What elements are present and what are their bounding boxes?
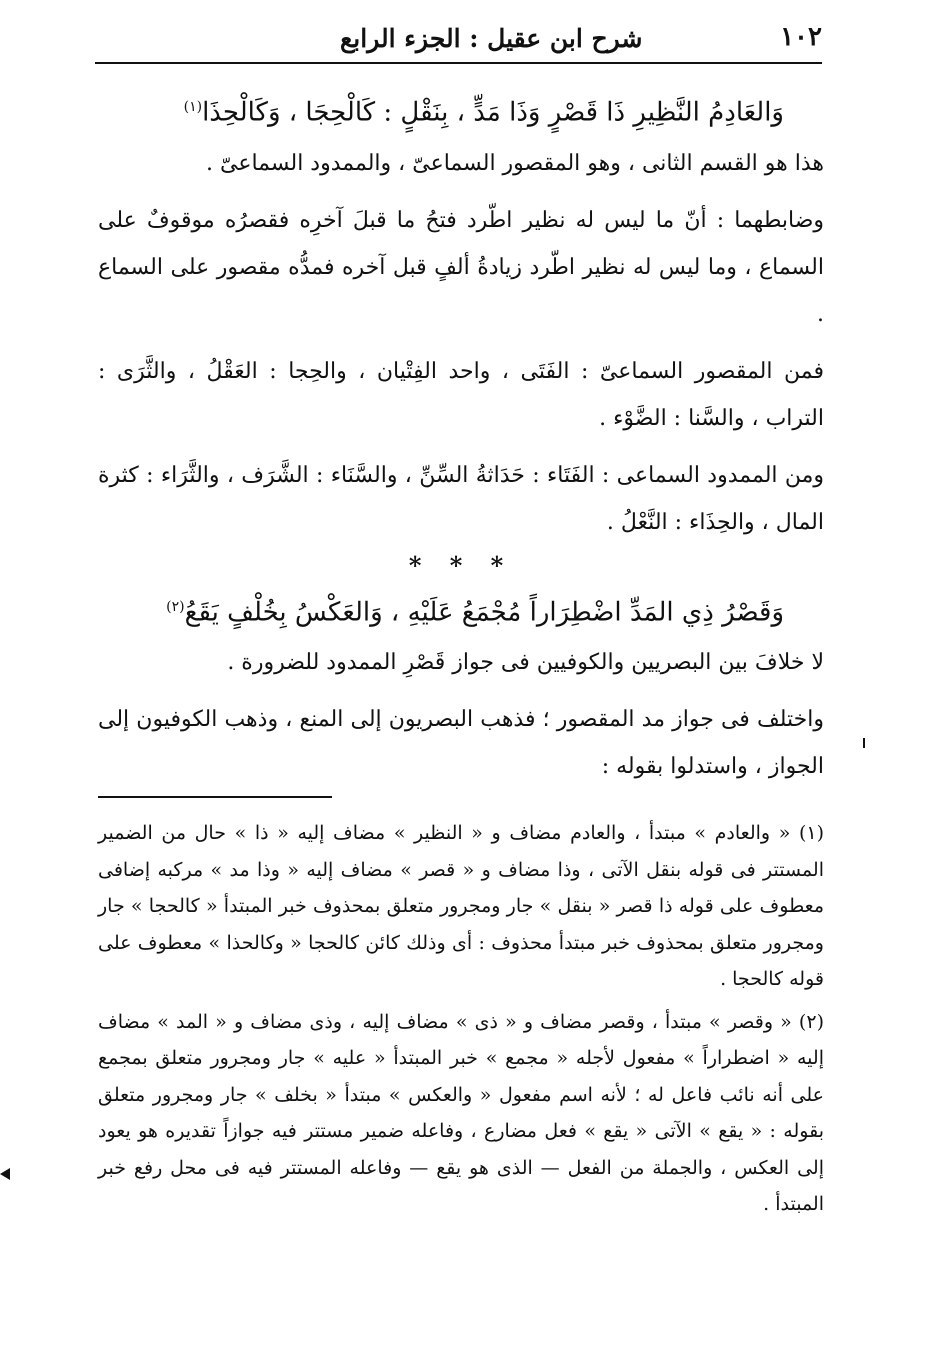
section-separator: * * *	[408, 550, 514, 580]
footnote-2: (٢) « وقصر » مبتدأ ، وقصر مضاف و « ذى » مضاف إليه ، وذى مضاف و « المد » مضاف إليه « اضطراراً » مفعول لأجله « مجمع » خبر المبتدأ « عليه » جار ومجرور متعلق بمجمع على أنه نائب فاعل له ؛ لأنه اسم مفعول « والعكس » مبتدأ « بخلف » جار ومجرور متعلق بقوله : « يقع » الآتى « يقع » فعل مضارع ، وفاعله ضمير مستتر فيه جوازاً تقديره هو يعود إلى العكس ، والجملة من الفعل — الذى هو يقع — وفاعله المستتر فيه فى محل رفع خبر المبتدأ .	[98, 1010, 824, 1215]
main-text	[98, 80, 824, 790]
verse-text: وَقَصْرُ ذِي المَدِّ اضْطِرَاراً مُجْمَعُ عَلَيْهِ ، وَالعَكْسُ بِخُلْفٍ يَقَعُ	[184, 597, 784, 628]
paragraph: وضابطهما : أنّ ما ليس له نظير اطّرد فتحُ ما قبلَ آخرِه فقصرُه موقوفٌ على السماع ، وما ليس له نظير اطّرد زيادةُ ألفٍ قبل آخره فمدُّه مقصور على السماع .	[98, 207, 824, 327]
footnote-marker: (٢)	[166, 598, 185, 615]
footnote-rule	[98, 796, 332, 798]
footnote-marker: (١)	[183, 99, 203, 115]
footnote-1: (١) « والعادم » مبتدأ ، والعادم مضاف و « النظير » مضاف إليه « ذا » حال من الضمير المستتر فى قوله بنقل الآتى ، وذا مضاف و « قصر » مضاف إليه « وذا مد » مركبه إضافى معطوف على قوله ذا قصر « بنقل » جار ومجرور متعلق بمحذوف خبر المبتدأ « كالحجا » جار ومجرور متعلق بمحذوف خبر مبتدأ محذوف : أى وذلك كائن كالحجا « وكالحذا » معطوف على قوله كالحجا .	[98, 822, 824, 990]
verse-line-2	[98, 580, 824, 640]
paragraph: واختلف فى جواز مد المقصور ؛ فذهب البصريون إلى المنع ، وذهب الكوفيون إلى الجواز ، واستدلوا بقوله :	[98, 707, 824, 780]
running-title: شرح ابن عقيل : الجزء الرابع	[340, 24, 643, 53]
page-header	[95, 18, 822, 64]
margin-mark	[863, 738, 865, 748]
paragraph: هذا هو القسم الثانى ، وهو المقصور السماعىّ ، والممدود السماعىّ .	[206, 150, 824, 176]
paragraph: فمن المقصور السماعىّ : الفَتَى ، واحد الفِتْيان ، والحِجا : العَقْلُ ، والثَّرَى : التراب ، والسَّنا : الضَّوْء .	[98, 358, 824, 431]
verse-line-1	[98, 80, 824, 140]
verse-text: وَالعَادِمُ النَّظِيرِ ذَا قَصْرٍ وَذَا مَدٍّ ، بِنَقْلٍ : كَالْحِجَا ، وَكَالْحِذَا	[202, 97, 784, 128]
page-number: ١٠٢	[780, 22, 822, 52]
paragraph: لا خلافَ بين البصريين والكوفيين فى جواز قَصْرِ الممدود للضرورة .	[227, 650, 824, 676]
scan-edge-arrow-icon	[0, 1168, 10, 1180]
footnotes	[98, 815, 824, 1223]
paragraph: ومن الممدود السماعى : الفَتَاء : حَدَاثةُ السِّنِّ ، والسَّنَاء : الشَّرَف ، والثَّرَاء : كثرة المال ، والحِذَاء : النَّعْلُ .	[98, 462, 824, 535]
